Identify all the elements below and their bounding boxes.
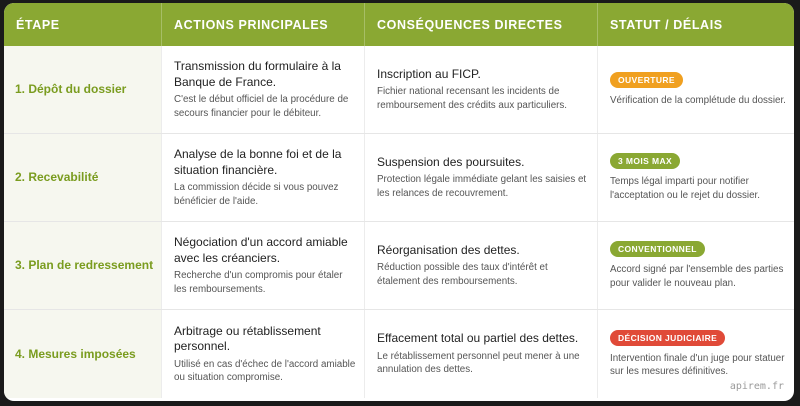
consequence-sub: Protection légale immédiate gelant les saisies et les relances de recouvrement.: [377, 174, 587, 199]
actions-cell: [162, 46, 365, 133]
status-cell: [598, 134, 794, 221]
stage-label: 3. Plan de redressement: [4, 222, 162, 309]
consequences-cell: [365, 310, 598, 398]
status-badge: DÉCISION JUDICIAIRE: [610, 330, 725, 346]
action-sub: Utilisé en cas d'échec de l'accord amiable ou situation compromise.: [174, 358, 356, 383]
status-description: Accord signé par l'ensemble des parties pour valider le nouveau plan.: [610, 264, 784, 289]
consequence-main: Suspension des poursuites.: [377, 154, 525, 169]
consequence-main: Effacement total ou partiel des dettes.: [377, 331, 579, 346]
status-badge: CONVENTIONNEL: [610, 241, 705, 257]
status-description: Vérification de la complétude du dossier.: [610, 94, 786, 106]
table-row: [4, 310, 794, 398]
stage-label: 2. Recevabilité: [4, 134, 162, 221]
action-sub: La commission décide si vous pouvez bénéficier de l'aide.: [174, 182, 339, 207]
header-etape: ÉTAPE: [4, 3, 162, 46]
consequences-cell: [365, 46, 598, 133]
stage-label: 1. Dépôt du dossier: [4, 46, 162, 133]
action-sub: Recherche d'un compromis pour étaler les remboursements.: [174, 270, 343, 295]
status-description: Temps légal imparti pour notifier l'acceptation ou le rejet du dossier.: [610, 176, 761, 201]
table-row: [4, 46, 794, 134]
status-description: Intervention finale d'un juge pour statuer sur les mesures définitives.: [610, 352, 785, 377]
actions-cell: [162, 310, 365, 398]
consequence-sub: Réduction possible des taux d'intérêt et étalement des remboursements.: [377, 262, 548, 287]
status-badge: OUVERTURE: [610, 72, 683, 88]
header-consequences: CONSÉQUENCES DIRECTES: [365, 3, 598, 46]
action-main: Analyse de la bonne foi et de la situation financière.: [174, 147, 342, 177]
stage-label: 4. Mesures imposées: [4, 310, 162, 398]
status-badge: 3 MOIS MAX: [610, 153, 680, 169]
consequence-sub: Le rétablissement personnel peut mener à une annulation des dettes.: [377, 350, 580, 376]
consequences-cell: [365, 222, 598, 309]
table-row: [4, 134, 794, 222]
table-body: [4, 46, 794, 398]
consequence-main: Réorganisation des dettes.: [377, 242, 520, 257]
table-row: [4, 222, 794, 310]
procedure-table: [4, 3, 794, 401]
header-statut: STATUT / DÉLAIS: [610, 17, 723, 32]
consequence-sub: Fichier national recensant les incidents de remboursement des crédits aux particuliers.: [377, 86, 568, 111]
header-actions: ACTIONS PRINCIPALES: [162, 3, 365, 46]
status-cell: [598, 46, 794, 133]
action-main: Transmission du formulaire à la Banque de France.: [174, 59, 341, 89]
consequences-cell: [365, 134, 598, 221]
watermark: apirem.fr: [729, 381, 784, 392]
consequence-main: Inscription au FICP.: [377, 66, 481, 81]
actions-cell: [162, 134, 365, 221]
status-cell: [598, 222, 794, 309]
actions-cell: [162, 222, 365, 309]
table-header: [4, 3, 794, 46]
action-sub: C'est le début officiel de la procédure de secours financier pour le débiteur.: [174, 94, 349, 119]
action-main: Arbitrage ou rétablissement personnel.: [174, 323, 321, 353]
action-main: Négociation d'un accord amiable avec les créanciers.: [174, 235, 348, 265]
